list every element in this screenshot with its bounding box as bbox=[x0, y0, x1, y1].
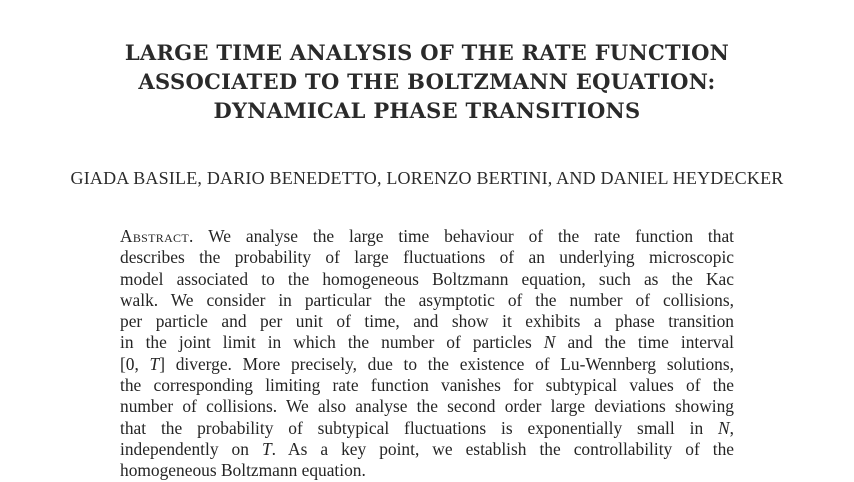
author-list: GIADA BASILE, DARIO BENEDETTO, LORENZO BERTINI, AND DANIEL HEYDECKER bbox=[70, 168, 784, 188]
math-symbol: N bbox=[718, 417, 730, 438]
abstract-line: model associated to the homogeneous Boltzmann equation, such as the Kac bbox=[120, 268, 734, 289]
abstract-text: [0, bbox=[120, 353, 150, 374]
abstract-line: describes the probability of large fluctuations of an underlying microscopic bbox=[120, 247, 734, 268]
abstract-text: independently on bbox=[120, 438, 262, 459]
abstract bbox=[120, 226, 734, 482]
math-symbol: T bbox=[261, 438, 272, 459]
abstract-line bbox=[120, 418, 734, 439]
title-line: DYNAMICAL PHASE TRANSITIONS bbox=[213, 98, 641, 123]
abstract-text: and the time interval bbox=[555, 332, 734, 353]
abstract-line: number of collisions. We also analyse the second order large deviations showing bbox=[120, 396, 734, 417]
abstract-line bbox=[120, 439, 734, 460]
abstract-label: Abstract. bbox=[120, 226, 194, 246]
abstract-text: in the joint limit in which the number of particles bbox=[120, 332, 544, 353]
title-line: LARGE TIME ANALYSIS OF THE RATE FUNCTION bbox=[124, 40, 730, 65]
abstract-text: We analyse the large time behaviour of the rate function that bbox=[208, 226, 734, 246]
abstract-text: ] diverge. More precisely, due to the existence of Lu-Wennberg solutions, bbox=[159, 353, 734, 374]
paper-title bbox=[0, 38, 854, 125]
abstract-line: per particle and per unit of time, and show it exhibits a phase transition bbox=[120, 311, 734, 332]
abstract-line: the corresponding limiting rate function vanishes for subtypical values of the bbox=[120, 375, 734, 396]
abstract-line bbox=[120, 354, 734, 375]
abstract-line: homogeneous Boltzmann equation. bbox=[120, 460, 366, 481]
math-symbol: T bbox=[149, 353, 160, 374]
abstract-text: . As a key point, we establish the controllability of the bbox=[271, 438, 734, 459]
title-line: ASSOCIATED TO THE BOLTZMANN EQUATION: bbox=[138, 69, 716, 94]
abstract-line bbox=[120, 226, 734, 247]
math-symbol: N bbox=[543, 332, 556, 353]
abstract-text: that the probability of subtypical fluctuations is exponentially small in bbox=[120, 417, 719, 438]
abstract-line bbox=[120, 332, 734, 353]
abstract-line: walk. We consider in particular the asymptotic of the number of collisions, bbox=[120, 289, 734, 310]
abstract-text: , bbox=[729, 417, 734, 438]
